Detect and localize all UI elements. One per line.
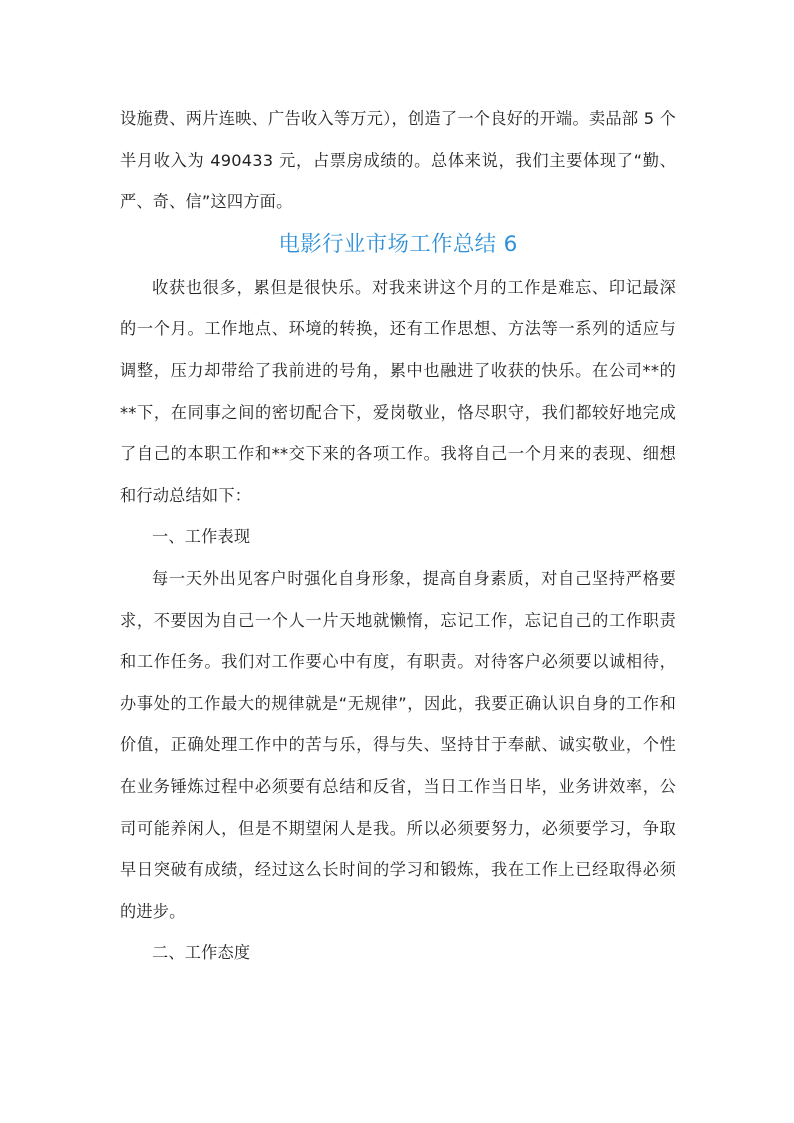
document-title: 电影行业市场工作总结 6 bbox=[278, 231, 518, 257]
paragraph-1: 收获也很多，累但是很快乐。对我来讲这个月的工作是难忘、印记最深的一个月。工作地点、环境的转换，还有工作思想、方法等一系列的适应与调整，压力却带给了我前进的号角，累中也融进了收获的快乐。在公司**的**下，在同事之间的密切配合下，爱岗敬业，恪尽职守，我们都较好地完成了自己的本职工作和**交下来的各项工作。我将自己一个月来的表现、细想和行动总结如下： bbox=[120, 277, 676, 505]
section-1-heading: 一、工作表现 bbox=[152, 527, 251, 547]
paragraph-2: 每一天外出见客户时强化自身形象，提高自身素质，对自己坚持严格要求，不要因为自己一个人一片天地就懒惰，忘记工作，忘记自己的工作职责和工作任务。我们对工作要心中有度，有职责。对待客户必须要以诚相待，办事处的工作最大的规律就是“无规律”，因此，我要正确认识自身的工作和价值，正确处理工作中的苦与乐，得与失、坚持甘于奉献、诚实敬业，个性在业务锤炼过程中必须要有总结和反省，当日工作当日毕，业务讲效率，公司可能养闲人，但是不期望闲人是我。所以必须要努力，必须要学习，争取早日突破有成绩，经过这么长时间的学习和锻炼，我在工作上已经取得必须的进步。 bbox=[120, 568, 676, 921]
section-2-heading: 二、工作态度 bbox=[152, 943, 251, 963]
intro-paragraph: 设施费、两片连映、广告收入等万元），创造了一个良好的开端。卖品部 5 个半月收入为 490433 元，占票房成绩的。总体来说，我们主要体现了“勤、严、奇、信”这四方面。 bbox=[120, 109, 676, 212]
document-page bbox=[120, 98, 676, 974]
